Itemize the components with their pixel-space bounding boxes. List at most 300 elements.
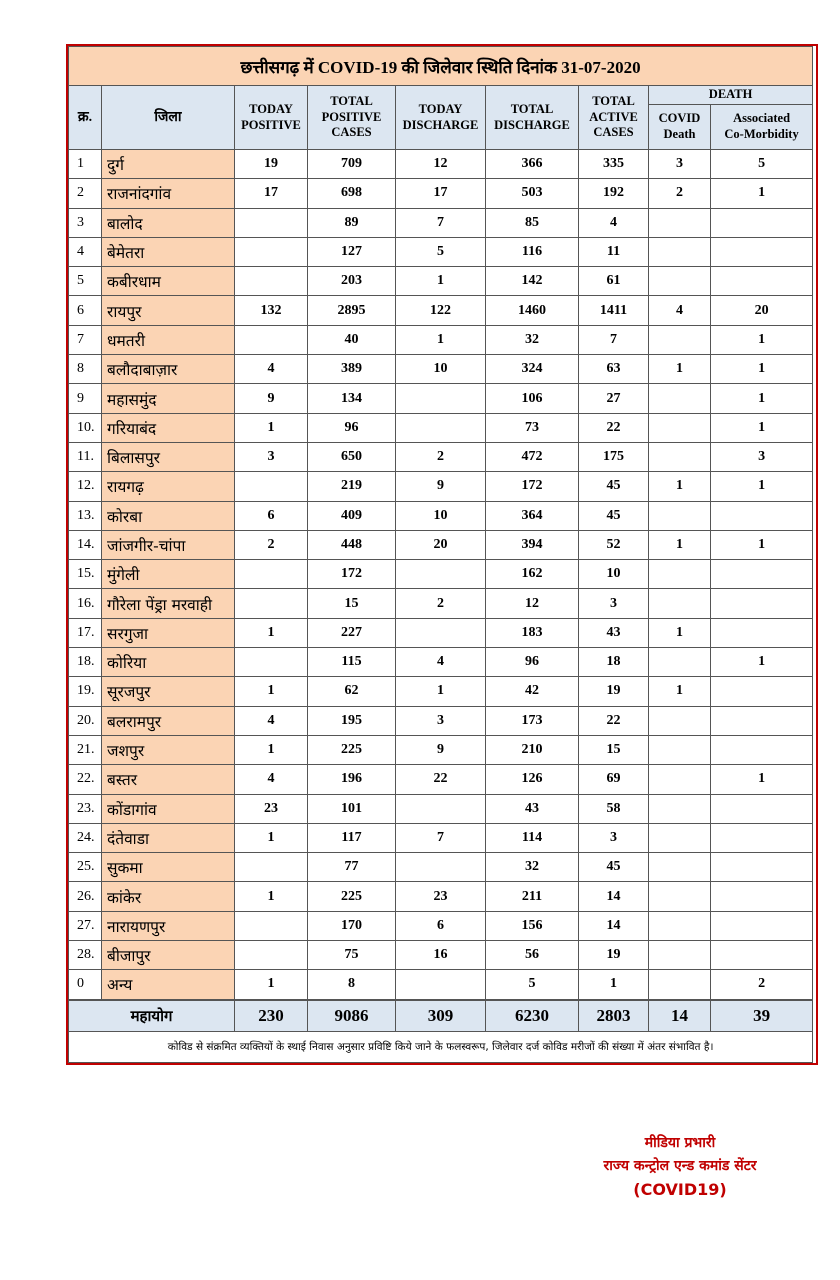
row-sno: 8 [69,355,102,384]
row-covid-death: 1 [649,677,711,706]
row-total-active: 3 [579,823,649,852]
row-comorbidity [711,823,813,852]
row-sno: 27. [69,911,102,940]
table-row [69,970,813,1000]
row-district: बलरामपुर [102,706,235,735]
row-today-positive: 2 [235,530,308,559]
row-district: सुकमा [102,853,235,882]
total-today-positive: 230 [235,1000,308,1032]
row-total-discharge: 142 [486,267,579,296]
row-total-discharge: 183 [486,618,579,647]
row-today-discharge: 10 [396,355,486,384]
row-total-active: 335 [579,150,649,179]
table-row [69,296,813,325]
row-comorbidity: 3 [711,442,813,471]
table-row [69,853,813,882]
row-today-discharge [396,970,486,1000]
table-row [69,882,813,911]
row-sno: 11. [69,442,102,471]
row-total-positive: 2895 [308,296,396,325]
row-sno: 24. [69,823,102,852]
row-sno: 3 [69,208,102,237]
row-total-positive: 75 [308,941,396,970]
row-comorbidity [711,735,813,764]
row-total-discharge: 43 [486,794,579,823]
row-sno: 9 [69,384,102,413]
row-total-positive: 40 [308,325,396,354]
row-total-discharge: 56 [486,941,579,970]
row-today-discharge: 9 [396,735,486,764]
row-district: धमतरी [102,325,235,354]
row-total-discharge: 32 [486,325,579,354]
total-discharge: 6230 [486,1000,579,1032]
row-today-discharge: 22 [396,765,486,794]
table-row [69,706,813,735]
total-row [69,1000,813,1032]
row-total-positive: 8 [308,970,396,1000]
row-covid-death [649,911,711,940]
row-total-discharge: 114 [486,823,579,852]
row-district: बीजापुर [102,941,235,970]
total-label: महायोग [69,1000,235,1032]
row-total-active: 1 [579,970,649,1000]
row-total-positive: 225 [308,735,396,764]
row-covid-death [649,589,711,618]
table-row [69,941,813,970]
row-today-positive [235,648,308,677]
row-today-positive [235,589,308,618]
row-today-discharge: 6 [396,911,486,940]
table-row [69,560,813,589]
row-today-discharge: 7 [396,823,486,852]
table-body [69,150,813,1000]
table-row [69,384,813,413]
table-row [69,618,813,647]
header-district: जिला [102,86,235,150]
table-row [69,442,813,471]
table-row [69,501,813,530]
header-today-discharge: TODAY DISCHARGE [396,86,486,150]
row-today-positive: 4 [235,355,308,384]
row-district: बलौदाबाज़ार [102,355,235,384]
row-today-positive: 3 [235,442,308,471]
row-total-positive: 709 [308,150,396,179]
row-district: कोरबा [102,501,235,530]
signature-tag: (COVID19) [633,1180,727,1199]
row-sno: 13. [69,501,102,530]
row-covid-death: 1 [649,530,711,559]
row-total-discharge: 126 [486,765,579,794]
row-sno: 26. [69,882,102,911]
row-sno: 6 [69,296,102,325]
total-active-cases: 2803 [579,1000,649,1032]
row-total-discharge: 172 [486,472,579,501]
row-total-positive: 219 [308,472,396,501]
table-row [69,355,813,384]
row-today-positive [235,941,308,970]
row-today-positive: 1 [235,618,308,647]
header-today-positive: TODAY POSITIVE [235,86,308,150]
row-covid-death: 1 [649,472,711,501]
row-total-discharge: 324 [486,355,579,384]
row-comorbidity: 1 [711,179,813,208]
row-sno: 10. [69,413,102,442]
row-today-discharge [396,618,486,647]
row-district: राजनांदगांव [102,179,235,208]
row-total-positive: 409 [308,501,396,530]
table-row [69,237,813,266]
row-total-discharge: 366 [486,150,579,179]
row-comorbidity [711,589,813,618]
row-today-discharge: 17 [396,179,486,208]
row-today-positive: 1 [235,970,308,1000]
row-today-discharge: 5 [396,237,486,266]
row-covid-death [649,384,711,413]
row-total-discharge: 503 [486,179,579,208]
row-today-positive: 23 [235,794,308,823]
row-today-discharge: 23 [396,882,486,911]
row-total-positive: 698 [308,179,396,208]
row-comorbidity: 1 [711,530,813,559]
row-total-active: 61 [579,267,649,296]
header-total-active: TOTAL ACTIVE CASES [579,86,649,150]
row-today-discharge: 3 [396,706,486,735]
row-covid-death [649,325,711,354]
row-covid-death [649,882,711,911]
row-sno: 1 [69,150,102,179]
row-total-positive: 225 [308,882,396,911]
table-row [69,530,813,559]
row-today-positive: 19 [235,150,308,179]
row-today-discharge: 1 [396,267,486,296]
row-today-discharge [396,384,486,413]
row-comorbidity [711,882,813,911]
row-total-discharge: 32 [486,853,579,882]
row-total-positive: 448 [308,530,396,559]
row-today-discharge [396,560,486,589]
row-today-discharge: 2 [396,589,486,618]
table-title: छत्तीसगढ़ में COVID-19 की जिलेवार स्थिति दिनांक 31-07-2020 [69,47,813,86]
row-covid-death: 4 [649,296,711,325]
row-covid-death [649,823,711,852]
row-comorbidity [711,267,813,296]
row-covid-death [649,735,711,764]
row-total-active: 18 [579,648,649,677]
row-covid-death [649,941,711,970]
row-total-discharge: 106 [486,384,579,413]
signature-department: राज्य कन्ट्रोल एन्ड कमांड सेंटर [603,1158,757,1174]
row-total-active: 69 [579,765,649,794]
row-total-active: 45 [579,472,649,501]
row-sno: 2 [69,179,102,208]
row-covid-death: 3 [649,150,711,179]
row-total-positive: 389 [308,355,396,384]
row-today-positive: 4 [235,706,308,735]
row-district: अन्य [102,970,235,1000]
row-sno: 20. [69,706,102,735]
table-row [69,208,813,237]
row-total-discharge: 42 [486,677,579,706]
table-row [69,325,813,354]
row-today-positive [235,853,308,882]
row-sno: 14. [69,530,102,559]
row-today-positive [235,472,308,501]
row-covid-death [649,560,711,589]
row-total-positive: 117 [308,823,396,852]
row-total-discharge: 85 [486,208,579,237]
row-sno: 12. [69,472,102,501]
row-sno: 25. [69,853,102,882]
row-sno: 19. [69,677,102,706]
table-row [69,267,813,296]
row-total-discharge: 96 [486,648,579,677]
row-total-positive: 89 [308,208,396,237]
row-total-active: 45 [579,853,649,882]
row-total-positive: 195 [308,706,396,735]
row-district: गरियाबंद [102,413,235,442]
row-district: महासमुंद [102,384,235,413]
row-total-active: 7 [579,325,649,354]
row-total-discharge: 173 [486,706,579,735]
row-total-positive: 227 [308,618,396,647]
row-district: रायपुर [102,296,235,325]
row-today-positive [235,208,308,237]
row-total-discharge: 1460 [486,296,579,325]
row-covid-death [649,706,711,735]
table-row [69,794,813,823]
row-sno: 16. [69,589,102,618]
signature-title: मीडिया प्रभारी [644,1135,716,1151]
table-row [69,150,813,179]
row-district: कांकेर [102,882,235,911]
row-district: जांजगीर-चांपा [102,530,235,559]
row-comorbidity [711,794,813,823]
row-total-positive: 134 [308,384,396,413]
district-report [66,44,818,1065]
row-district: बिलासपुर [102,442,235,471]
table-row [69,472,813,501]
row-total-discharge: 394 [486,530,579,559]
row-covid-death: 2 [649,179,711,208]
row-district: सरगुजा [102,618,235,647]
row-comorbidity: 1 [711,472,813,501]
total-covid-death: 14 [649,1000,711,1032]
row-total-positive: 170 [308,911,396,940]
row-today-discharge [396,794,486,823]
row-covid-death [649,442,711,471]
signature-block [570,1132,790,1201]
row-comorbidity: 5 [711,150,813,179]
row-covid-death [649,853,711,882]
row-district: कोंडागांव [102,794,235,823]
row-comorbidity [711,911,813,940]
row-today-positive [235,911,308,940]
row-today-positive: 6 [235,501,308,530]
row-district: बेमेतरा [102,237,235,266]
row-sno: 15. [69,560,102,589]
row-covid-death [649,794,711,823]
row-total-discharge: 73 [486,413,579,442]
row-total-discharge: 162 [486,560,579,589]
row-today-discharge: 20 [396,530,486,559]
row-total-positive: 172 [308,560,396,589]
row-today-positive: 1 [235,413,308,442]
row-total-positive: 115 [308,648,396,677]
row-covid-death [649,970,711,1000]
row-comorbidity: 1 [711,765,813,794]
row-today-positive [235,237,308,266]
row-district: दंतेवाडा [102,823,235,852]
row-today-discharge: 122 [396,296,486,325]
row-total-active: 4 [579,208,649,237]
row-comorbidity [711,208,813,237]
row-total-active: 1411 [579,296,649,325]
total-today-discharge: 309 [396,1000,486,1032]
covid-district-table [68,46,813,1063]
row-comorbidity [711,706,813,735]
row-district: जशपुर [102,735,235,764]
row-total-discharge: 116 [486,237,579,266]
row-total-positive: 203 [308,267,396,296]
table-row [69,179,813,208]
row-total-active: 22 [579,413,649,442]
row-sno: 23. [69,794,102,823]
row-comorbidity: 1 [711,384,813,413]
row-total-active: 52 [579,530,649,559]
row-today-discharge: 16 [396,941,486,970]
row-total-positive: 62 [308,677,396,706]
row-covid-death [649,648,711,677]
row-covid-death [649,237,711,266]
row-district: नारायणपुर [102,911,235,940]
row-total-active: 3 [579,589,649,618]
row-today-discharge [396,413,486,442]
row-today-positive [235,325,308,354]
table-row [69,677,813,706]
table-row [69,648,813,677]
row-covid-death [649,208,711,237]
header-total-discharge: TOTAL DISCHARGE [486,86,579,150]
row-sno: 5 [69,267,102,296]
table-row [69,911,813,940]
row-total-active: 43 [579,618,649,647]
table-row [69,589,813,618]
row-today-discharge: 2 [396,442,486,471]
row-sno: 28. [69,941,102,970]
row-total-active: 58 [579,794,649,823]
row-total-positive: 127 [308,237,396,266]
row-comorbidity [711,677,813,706]
row-comorbidity [711,237,813,266]
row-district: कबीरधाम [102,267,235,296]
row-comorbidity [711,853,813,882]
row-total-positive: 101 [308,794,396,823]
row-total-active: 19 [579,677,649,706]
row-district: दुर्ग [102,150,235,179]
row-total-positive: 650 [308,442,396,471]
row-today-discharge: 1 [396,677,486,706]
row-today-positive: 9 [235,384,308,413]
header-sno: क्र. [69,86,102,150]
row-comorbidity: 1 [711,355,813,384]
row-comorbidity [711,941,813,970]
row-covid-death: 1 [649,355,711,384]
row-total-discharge: 5 [486,970,579,1000]
row-total-active: 63 [579,355,649,384]
row-today-positive: 1 [235,823,308,852]
row-total-active: 10 [579,560,649,589]
row-sno: 22. [69,765,102,794]
table-row [69,765,813,794]
row-total-active: 19 [579,941,649,970]
row-covid-death [649,765,711,794]
row-sno: 4 [69,237,102,266]
row-total-positive: 15 [308,589,396,618]
row-comorbidity: 1 [711,413,813,442]
row-total-discharge: 210 [486,735,579,764]
row-total-discharge: 472 [486,442,579,471]
row-today-positive: 17 [235,179,308,208]
row-sno: 7 [69,325,102,354]
row-sno: 18. [69,648,102,677]
row-district: बस्तर [102,765,235,794]
row-district: सूरजपुर [102,677,235,706]
header-comorbidity: Associated Co-Morbidity [711,105,813,150]
total-positive-cases: 9086 [308,1000,396,1032]
table-row [69,413,813,442]
row-today-positive [235,267,308,296]
row-total-active: 14 [579,911,649,940]
row-district: बालोद [102,208,235,237]
row-district: कोरिया [102,648,235,677]
row-comorbidity: 2 [711,970,813,1000]
footnote: कोविड से संक्रमित व्यक्तियों के स्थाई निवास अनुसार प्रविष्टि किये जाने के फलस्वरूप, जिलेवार दर्ज कोविड मरीजों की संख्या में अंतर संभावित है। [69,1031,813,1062]
row-total-active: 175 [579,442,649,471]
row-total-discharge: 364 [486,501,579,530]
row-sno: 0 [69,970,102,1000]
row-total-active: 11 [579,237,649,266]
row-total-active: 27 [579,384,649,413]
row-today-positive: 1 [235,735,308,764]
row-comorbidity: 20 [711,296,813,325]
row-comorbidity: 1 [711,325,813,354]
row-comorbidity [711,618,813,647]
row-total-discharge: 156 [486,911,579,940]
row-total-positive: 77 [308,853,396,882]
row-comorbidity: 1 [711,648,813,677]
row-covid-death [649,413,711,442]
row-today-discharge: 7 [396,208,486,237]
row-today-discharge: 1 [396,325,486,354]
total-comorbidity: 39 [711,1000,813,1032]
header-total-positive: TOTAL POSITIVE CASES [308,86,396,150]
row-covid-death [649,501,711,530]
table-row [69,823,813,852]
row-today-positive: 1 [235,677,308,706]
row-total-discharge: 12 [486,589,579,618]
row-today-discharge: 12 [396,150,486,179]
row-total-positive: 96 [308,413,396,442]
row-today-discharge: 4 [396,648,486,677]
row-total-positive: 196 [308,765,396,794]
row-today-positive [235,560,308,589]
row-covid-death: 1 [649,618,711,647]
table-row [69,735,813,764]
row-total-active: 192 [579,179,649,208]
row-district: रायगढ़ [102,472,235,501]
row-district: मुंगेली [102,560,235,589]
row-total-active: 22 [579,706,649,735]
